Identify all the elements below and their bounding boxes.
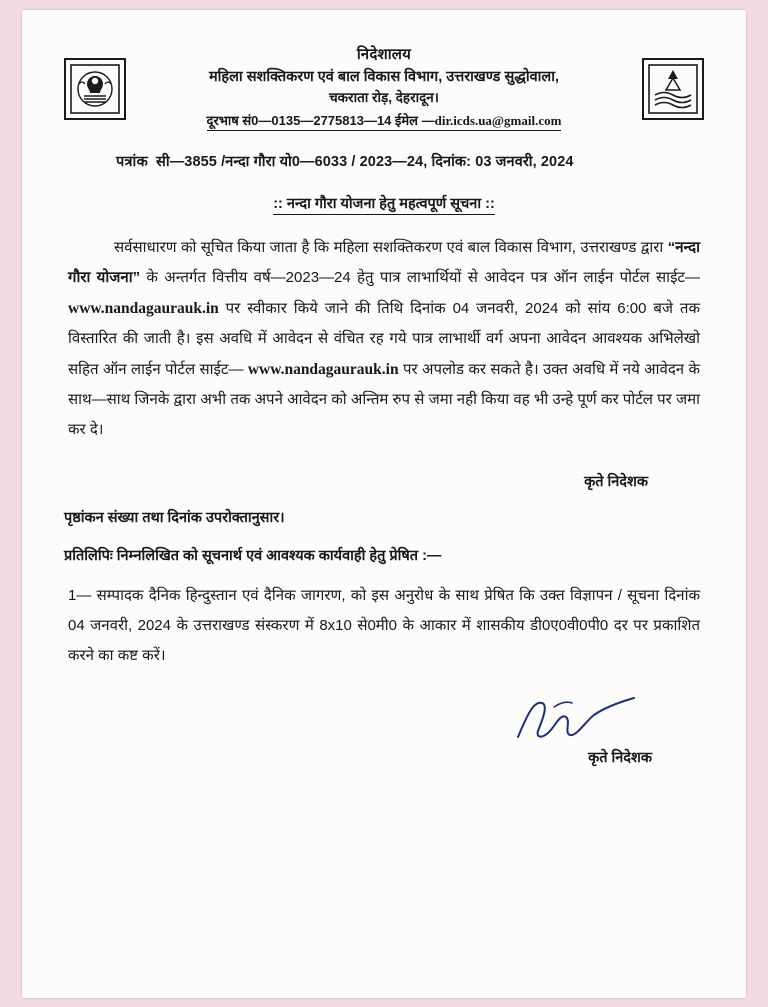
- body-part-1: सर्वसाधारण को सूचित किया जाता है कि महिला सशक्तिकरण एवं बाल विकास विभाग, उत्तराखण्ड द्वारा: [114, 239, 668, 257]
- contact-email: dir.icds.ua@gmail.com: [434, 113, 562, 129]
- address-line: चकराता रोड़, देहरादून।: [329, 90, 439, 106]
- signatory-bottom: कृते निदेशक: [588, 750, 652, 767]
- letterhead-text: [126, 44, 642, 131]
- body-part-2: के अन्तर्गत वित्तीय वर्ष—2023—24 हेतु पात्र लाभार्थियों से आवेदन पत्र ऑन लाईन पोर्टल साईट—: [140, 269, 700, 287]
- body-part-3: पर स्वीकार किये जाने की तिथि दिनांक 04 जनवरी, 2024 को सांय 6:00 बजे तक विस्तारित की जाती है। इस अवधि में आवेदन से वंचित रह गये पात्र लाभार्थी वर्ग अपना आवेदन आवश्यक अभिलेखो सहित ऑन लाईन पोर्टल साईट—: [68, 300, 700, 379]
- reference-label: पत्रांक: [116, 154, 149, 171]
- subject-heading: [64, 193, 704, 213]
- signature-block: [64, 699, 704, 779]
- contact-prefix: दूरभाष सं0—0135—2775813—14 ईमेल —: [206, 113, 435, 129]
- department-line: महिला सशक्तिकरण एवं बाल विकास विभाग, उत्तराखण्ड सुद्धोवाला,: [208, 69, 560, 85]
- contact-line: [207, 111, 562, 131]
- portal-url-2[interactable]: www.nandagaurauk.in: [247, 361, 399, 379]
- body-part-4: पर अपलोड कर सकते है। उक्त अवधि में नये आवेदन के साथ—साथ जिनके द्वारा अभी तक अपने आवेदन को अन्तिम रुप से जमा नही किया वह भी उन्हे पूर्ण कर पोर्टल पर जमा कर दे।: [68, 361, 700, 439]
- document-content: [22, 10, 746, 779]
- directorate-title: निदेशालय: [356, 46, 412, 63]
- reference-value: सी—3855 /नन्दा गौरा यो0—6033 / 2023—24, दिनांक: 03 जनवरी, 2024: [156, 154, 574, 171]
- endorsement-line: पृष्ठांकन संख्या तथा दिनांक उपरोक्तानुसार।: [64, 510, 285, 527]
- uttarakhand-emblem-icon: [642, 58, 704, 120]
- signatory-top: कृते निदेशक: [584, 474, 648, 491]
- body-paragraph: [64, 233, 704, 445]
- reference-line: [64, 151, 704, 171]
- subject-text: :: नन्दा गौरा योजना हेतु महत्वपूर्ण सूचना ::: [273, 196, 495, 215]
- scheme-name: “नन्दा गौरा योजना”: [68, 239, 700, 287]
- handwritten-signature-icon: [508, 693, 638, 749]
- document-page: [22, 10, 746, 998]
- letterhead: [64, 44, 704, 131]
- copy-distribution-line: प्रतिलिपिः निम्नलिखित को सूचनार्थ एवं आवश्यक कार्यवाही हेतु प्रेषित :—: [64, 548, 442, 565]
- distribution-item-1: 1— सम्पादक दैनिक हिन्दुस्तान एवं दैनिक जागरण, को इस अनुरोध के साथ प्रेषित कि उक्त विज्ञापन / सूचना दिनांक 04 जनवरी, 2024 के उत्तराखण्ड संस्करण में 8x10 से0मी0 के आकार में शासकीय डी0ए0वी0पी0 दर पर प्रकाशित करने का कष्ट करें।: [68, 587, 700, 665]
- icds-emblem-icon: [64, 58, 126, 120]
- portal-url-1[interactable]: www.nandagaurauk.in: [68, 300, 219, 318]
